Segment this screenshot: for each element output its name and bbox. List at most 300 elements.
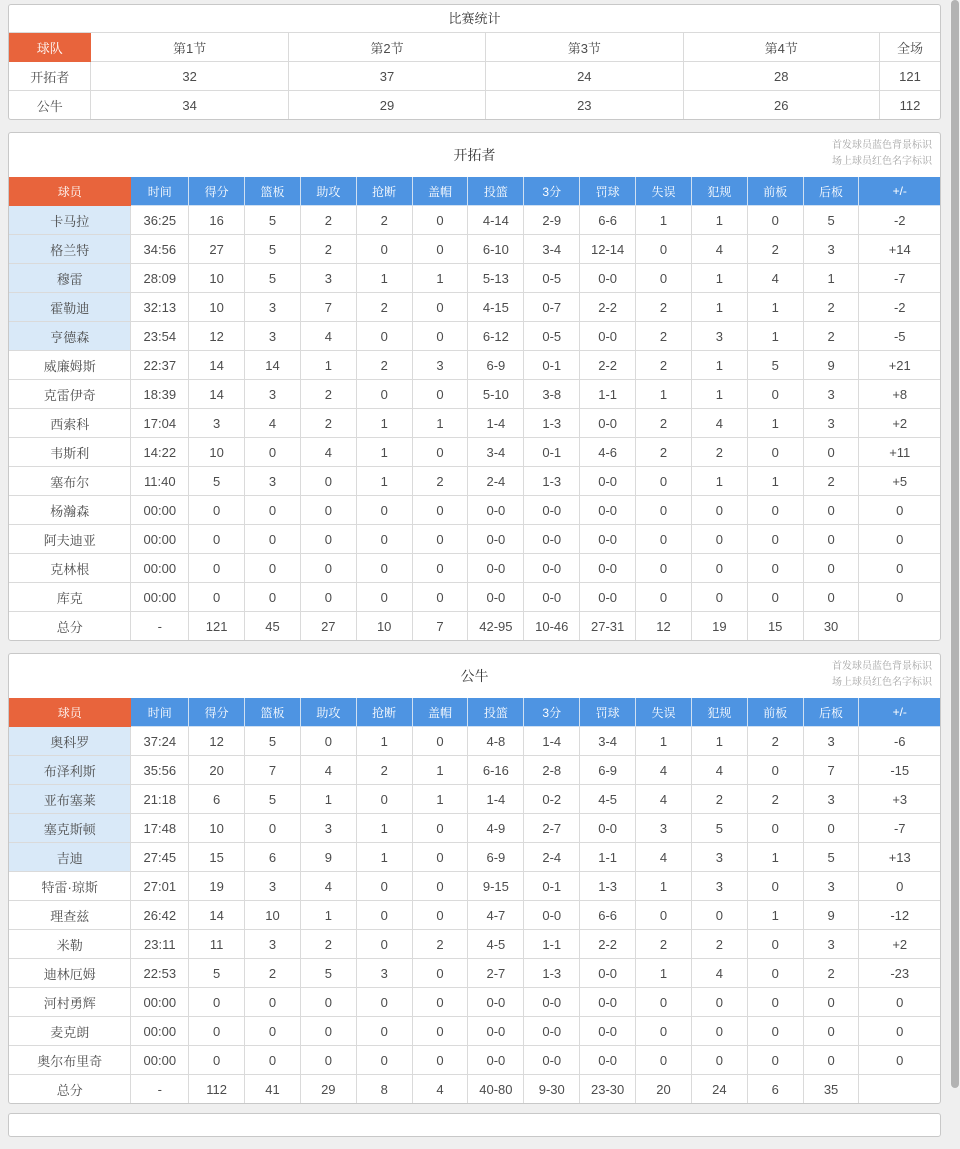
- stat-cell: +3: [859, 785, 940, 814]
- stat-cell: 1: [300, 351, 356, 380]
- stat-cell: 20: [189, 756, 245, 785]
- stat-cell: 0: [691, 496, 747, 525]
- stat-cell: 0-0: [580, 814, 636, 843]
- stat-cell: 0: [747, 1046, 803, 1075]
- player-name-cell: 米勒: [9, 930, 131, 959]
- quarter-column-header: 第2节: [288, 33, 485, 62]
- stat-cell: 0: [859, 988, 940, 1017]
- stat-cell: 16: [189, 206, 245, 235]
- stat-cell: 0-0: [524, 583, 580, 612]
- stat-column-header: 投篮: [468, 177, 524, 206]
- stat-cell: 14: [245, 351, 301, 380]
- stat-cell: 3: [803, 872, 859, 901]
- total-stat-cell: 20: [636, 1075, 692, 1104]
- stat-cell: 0: [859, 1046, 940, 1075]
- stat-cell: 0: [859, 496, 940, 525]
- stat-cell: 5: [803, 843, 859, 872]
- stat-cell: 0-0: [524, 988, 580, 1017]
- stat-cell: 1-3: [524, 467, 580, 496]
- stat-cell: 23:54: [131, 322, 189, 351]
- stat-cell: -7: [859, 264, 940, 293]
- stat-cell: 0: [412, 525, 468, 554]
- stat-cell: 0: [356, 322, 412, 351]
- stat-cell: 6-9: [468, 351, 524, 380]
- player-row: [9, 785, 940, 814]
- stat-cell: 0: [356, 785, 412, 814]
- stat-cell: 4-9: [468, 814, 524, 843]
- score-row: [9, 91, 940, 120]
- stat-cell: 0: [803, 525, 859, 554]
- stat-column-header: 前板: [747, 698, 803, 727]
- player-name-cell: 特雷·琼斯: [9, 872, 131, 901]
- stat-cell: 0: [412, 322, 468, 351]
- stat-cell: 4: [300, 438, 356, 467]
- stat-cell: 0-0: [524, 1017, 580, 1046]
- stat-cell: 2: [356, 206, 412, 235]
- total-stat-cell: 8: [356, 1075, 412, 1104]
- total-stat-cell: 7: [412, 612, 468, 641]
- stat-cell: 2: [300, 380, 356, 409]
- stat-cell: 00:00: [131, 525, 189, 554]
- stat-cell: 2: [636, 351, 692, 380]
- total-stat-cell: -: [131, 612, 189, 641]
- total-stat-cell: 40-80: [468, 1075, 524, 1104]
- player-name-cell: 格兰特: [9, 235, 131, 264]
- player-row: [9, 814, 940, 843]
- stat-cell: 9: [803, 901, 859, 930]
- stat-cell: 7: [803, 756, 859, 785]
- score-cell: 37: [288, 62, 485, 91]
- stat-cell: 27:45: [131, 843, 189, 872]
- stat-cell: 0-0: [580, 467, 636, 496]
- stat-cell: 0-0: [468, 988, 524, 1017]
- player-name-cell: 亚布塞莱: [9, 785, 131, 814]
- blazers-stat-table: [9, 177, 940, 640]
- player-name-cell: 理查兹: [9, 901, 131, 930]
- stat-cell: 2-4: [468, 467, 524, 496]
- stat-cell: 4-14: [468, 206, 524, 235]
- stat-cell: 36:25: [131, 206, 189, 235]
- player-name-cell: 奥科罗: [9, 727, 131, 756]
- stat-cell: 2: [636, 409, 692, 438]
- stat-cell: 0: [412, 583, 468, 612]
- total-stat-cell: 27-31: [580, 612, 636, 641]
- stat-column-header: 篮板: [245, 177, 301, 206]
- stat-cell: 0: [245, 438, 301, 467]
- stat-cell: 10: [189, 814, 245, 843]
- stat-cell: 1: [636, 727, 692, 756]
- player-name-cell: 克雷伊奇: [9, 380, 131, 409]
- stat-cell: 0-0: [580, 409, 636, 438]
- stat-column-header: 3分: [524, 698, 580, 727]
- stat-cell: 0: [691, 554, 747, 583]
- stat-cell: 1: [747, 843, 803, 872]
- quarter-column-header: 第4节: [683, 33, 879, 62]
- stat-cell: 4-5: [468, 930, 524, 959]
- stat-header-row: [9, 177, 940, 206]
- total-label-cell: 总分: [9, 1075, 131, 1104]
- stat-cell: 3: [691, 872, 747, 901]
- stat-cell: 0-0: [580, 988, 636, 1017]
- player-row: [9, 959, 940, 988]
- blazers-stats-card: [8, 132, 941, 641]
- player-row: [9, 930, 940, 959]
- stat-cell: 0: [412, 959, 468, 988]
- stat-cell: 1-1: [524, 930, 580, 959]
- stat-cell: 4: [636, 756, 692, 785]
- stat-column-header: 投篮: [468, 698, 524, 727]
- stat-cell: 3: [803, 409, 859, 438]
- total-stat-cell: 4: [412, 1075, 468, 1104]
- stat-cell: 2-2: [580, 293, 636, 322]
- stat-cell: 4: [300, 756, 356, 785]
- stat-cell: 0-0: [468, 554, 524, 583]
- stat-cell: 3: [300, 814, 356, 843]
- bulls-stats-card: [8, 653, 941, 1104]
- player-name-cell: 亨德森: [9, 322, 131, 351]
- stat-cell: 12-14: [580, 235, 636, 264]
- stat-cell: 0-0: [468, 496, 524, 525]
- player-name-cell: 阿夫迪亚: [9, 525, 131, 554]
- stat-cell: 0: [803, 814, 859, 843]
- stat-column-header: +/-: [859, 177, 940, 206]
- stat-cell: 00:00: [131, 583, 189, 612]
- stat-cell: 0: [356, 525, 412, 554]
- total-stat-cell: 112: [189, 1075, 245, 1104]
- stat-cell: 10: [189, 264, 245, 293]
- stat-cell: 0: [747, 814, 803, 843]
- player-row: [9, 409, 940, 438]
- stat-cell: 12: [189, 727, 245, 756]
- stat-cell: 1-1: [580, 843, 636, 872]
- stat-cell: 3: [356, 959, 412, 988]
- stat-cell: 0: [189, 1017, 245, 1046]
- stat-cell: -12: [859, 901, 940, 930]
- stat-cell: 0: [189, 554, 245, 583]
- player-column-header: 球员: [9, 177, 131, 206]
- player-row: [9, 206, 940, 235]
- stat-cell: 0: [412, 988, 468, 1017]
- total-stat-cell: 27: [300, 612, 356, 641]
- stat-column-header: +/-: [859, 698, 940, 727]
- stat-cell: 6-9: [468, 843, 524, 872]
- stat-cell: 0-1: [524, 872, 580, 901]
- stat-cell: 2-7: [524, 814, 580, 843]
- player-row: [9, 756, 940, 785]
- stat-column-header: 篮板: [245, 698, 301, 727]
- stat-cell: 2: [747, 235, 803, 264]
- stat-cell: 0-0: [580, 264, 636, 293]
- stat-cell: 27: [189, 235, 245, 264]
- player-name-cell: 威廉姆斯: [9, 351, 131, 380]
- stat-cell: +2: [859, 409, 940, 438]
- stat-cell: 0: [636, 496, 692, 525]
- stat-cell: 1: [747, 409, 803, 438]
- stat-cell: -7: [859, 814, 940, 843]
- stat-cell: 0: [747, 496, 803, 525]
- stat-cell: 11:40: [131, 467, 189, 496]
- stat-cell: 1: [300, 785, 356, 814]
- stat-cell: 1: [412, 756, 468, 785]
- stat-cell: 0: [412, 1046, 468, 1075]
- stat-cell: 0: [691, 1017, 747, 1046]
- stat-cell: 5: [245, 785, 301, 814]
- stat-cell: 1: [691, 206, 747, 235]
- stat-cell: 1: [356, 264, 412, 293]
- stat-cell: 0: [636, 554, 692, 583]
- stat-cell: 9-15: [468, 872, 524, 901]
- stat-cell: 0: [245, 525, 301, 554]
- total-row: [9, 1075, 940, 1104]
- stat-cell: 0: [300, 583, 356, 612]
- player-row: [9, 1046, 940, 1075]
- player-name-cell: 迪林厄姆: [9, 959, 131, 988]
- stat-cell: 17:04: [131, 409, 189, 438]
- legend-line-starters: 首发球员蓝色背景标识: [832, 140, 932, 151]
- blazers-team-title: 开拓者: [453, 147, 496, 163]
- stat-cell: 5: [803, 206, 859, 235]
- stat-cell: 2: [636, 930, 692, 959]
- stat-cell: 0-5: [524, 322, 580, 351]
- stat-cell: 4: [691, 756, 747, 785]
- stat-cell: 1: [747, 467, 803, 496]
- stat-cell: 0: [300, 525, 356, 554]
- stat-cell: 12: [189, 322, 245, 351]
- stat-cell: 4: [300, 872, 356, 901]
- stat-cell: 0: [691, 901, 747, 930]
- stat-cell: 0: [245, 496, 301, 525]
- stat-cell: 6-9: [580, 756, 636, 785]
- stat-cell: 0: [189, 583, 245, 612]
- stat-cell: 2: [691, 438, 747, 467]
- stat-column-header: 犯规: [691, 177, 747, 206]
- stat-cell: 0: [189, 525, 245, 554]
- stat-cell: 0: [803, 988, 859, 1017]
- stat-column-header: 助攻: [300, 698, 356, 727]
- player-name-cell: 穆雷: [9, 264, 131, 293]
- player-row: [9, 438, 940, 467]
- total-stat-cell: 24: [691, 1075, 747, 1104]
- stat-cell: 0-5: [524, 264, 580, 293]
- stat-cell: 0: [803, 583, 859, 612]
- stat-cell: 0: [747, 872, 803, 901]
- stat-cell: 4: [636, 843, 692, 872]
- stat-cell: 5: [245, 264, 301, 293]
- stat-cell: 0: [356, 554, 412, 583]
- stat-cell: 19: [189, 872, 245, 901]
- stat-cell: 0: [747, 380, 803, 409]
- stat-cell: 3: [412, 351, 468, 380]
- stat-cell: 4: [691, 235, 747, 264]
- stat-cell: 0: [412, 727, 468, 756]
- score-summary-card: [8, 4, 941, 120]
- stat-column-header: 得分: [189, 177, 245, 206]
- stat-cell: 2-2: [580, 351, 636, 380]
- stat-cell: 4: [636, 785, 692, 814]
- stat-cell: 2: [300, 235, 356, 264]
- player-name-cell: 奥尔布里奇: [9, 1046, 131, 1075]
- stat-cell: 0: [803, 554, 859, 583]
- total-stat-cell: [859, 612, 940, 641]
- stat-cell: 2: [412, 467, 468, 496]
- stat-cell: 0-0: [468, 1017, 524, 1046]
- stat-cell: 10: [189, 293, 245, 322]
- player-row: [9, 380, 940, 409]
- stat-cell: 3: [245, 322, 301, 351]
- total-stat-cell: 41: [245, 1075, 301, 1104]
- stat-cell: 1: [636, 959, 692, 988]
- stat-column-header: 助攻: [300, 177, 356, 206]
- stat-cell: 22:53: [131, 959, 189, 988]
- stat-cell: 0: [412, 901, 468, 930]
- stat-cell: 14: [189, 901, 245, 930]
- stat-cell: 00:00: [131, 1046, 189, 1075]
- player-row: [9, 525, 940, 554]
- scrollbar-thumb[interactable]: [951, 0, 959, 1088]
- stat-cell: 5: [300, 959, 356, 988]
- stat-cell: 3: [245, 380, 301, 409]
- stat-cell: 3: [691, 322, 747, 351]
- stat-cell: 0: [691, 583, 747, 612]
- stat-cell: 0-1: [524, 438, 580, 467]
- stat-cell: 0-0: [524, 496, 580, 525]
- stat-cell: 6: [245, 843, 301, 872]
- stat-cell: 0: [356, 901, 412, 930]
- stat-cell: 0-0: [580, 1017, 636, 1046]
- stat-cell: 0: [412, 814, 468, 843]
- stat-cell: 3: [803, 930, 859, 959]
- stat-column-header: 抢断: [356, 177, 412, 206]
- stat-cell: 0: [245, 988, 301, 1017]
- stat-cell: 3: [245, 293, 301, 322]
- bulls-team-title: 公牛: [460, 668, 489, 684]
- stat-cell: 0: [356, 496, 412, 525]
- stat-cell: 9: [803, 351, 859, 380]
- stat-cell: 5-13: [468, 264, 524, 293]
- stat-cell: 3: [245, 467, 301, 496]
- stat-cell: 0: [747, 583, 803, 612]
- stat-cell: 6: [189, 785, 245, 814]
- legend-line-oncourt: 场上球员红色名字标识: [832, 676, 932, 688]
- stat-cell: +14: [859, 235, 940, 264]
- player-row: [9, 727, 940, 756]
- stat-cell: 1: [747, 293, 803, 322]
- player-name-cell: 塞布尔: [9, 467, 131, 496]
- stat-cell: 1: [356, 814, 412, 843]
- stat-cell: 0: [245, 1017, 301, 1046]
- stat-column-header: 得分: [189, 698, 245, 727]
- bulls-stat-table: [9, 698, 940, 1103]
- stat-cell: 14: [189, 380, 245, 409]
- player-row: [9, 351, 940, 380]
- stat-cell: 2: [636, 293, 692, 322]
- player-name-cell: 克林根: [9, 554, 131, 583]
- stat-cell: 2: [356, 293, 412, 322]
- player-row: [9, 496, 940, 525]
- bulls-title-bar: [9, 654, 940, 698]
- stat-cell: 6-10: [468, 235, 524, 264]
- stat-column-header: 犯规: [691, 698, 747, 727]
- total-stat-cell: -: [131, 1075, 189, 1104]
- stat-cell: 4-6: [580, 438, 636, 467]
- stat-cell: 5: [189, 467, 245, 496]
- stat-cell: 0: [691, 988, 747, 1017]
- player-name-cell: 库克: [9, 583, 131, 612]
- stat-cell: 0: [245, 1046, 301, 1075]
- stat-cell: 17:48: [131, 814, 189, 843]
- stat-cell: 1: [412, 264, 468, 293]
- stat-cell: 0: [300, 496, 356, 525]
- stat-cell: 0-1: [524, 351, 580, 380]
- stat-cell: 0: [691, 525, 747, 554]
- stat-cell: 0: [412, 872, 468, 901]
- score-row: [9, 62, 940, 91]
- stat-cell: 3: [189, 409, 245, 438]
- stat-cell: 1: [636, 872, 692, 901]
- stat-cell: 0: [245, 814, 301, 843]
- stat-cell: 0: [412, 843, 468, 872]
- stat-cell: 1-1: [580, 380, 636, 409]
- player-row: [9, 843, 940, 872]
- stat-cell: 4: [245, 409, 301, 438]
- stat-cell: 0: [412, 235, 468, 264]
- stat-cell: 0: [412, 438, 468, 467]
- stat-cell: 1: [412, 409, 468, 438]
- stat-cell: +2: [859, 930, 940, 959]
- stat-cell: 0-7: [524, 293, 580, 322]
- stat-cell: 2: [803, 322, 859, 351]
- stat-cell: 22:37: [131, 351, 189, 380]
- total-stat-cell: 35: [803, 1075, 859, 1104]
- score-cell: 28: [683, 62, 879, 91]
- stat-cell: 0-0: [524, 1046, 580, 1075]
- team-name-cell: 公牛: [9, 91, 91, 120]
- stat-cell: 6-6: [580, 206, 636, 235]
- stat-cell: 0: [245, 583, 301, 612]
- player-name-cell: 吉迪: [9, 843, 131, 872]
- stat-cell: 4: [300, 322, 356, 351]
- stat-cell: 0: [803, 1017, 859, 1046]
- stat-cell: 27:01: [131, 872, 189, 901]
- stat-cell: 11: [189, 930, 245, 959]
- stat-cell: 2-8: [524, 756, 580, 785]
- stat-cell: 0: [803, 1046, 859, 1075]
- stat-cell: 6-16: [468, 756, 524, 785]
- player-name-cell: 塞克斯顿: [9, 814, 131, 843]
- stat-cell: 0: [300, 988, 356, 1017]
- stat-cell: 0: [356, 930, 412, 959]
- stat-cell: 1: [636, 380, 692, 409]
- stat-cell: 14:22: [131, 438, 189, 467]
- stat-cell: -5: [859, 322, 940, 351]
- stat-cell: 0: [747, 988, 803, 1017]
- stat-cell: 5-10: [468, 380, 524, 409]
- legend-line-oncourt: 场上球员红色名字标识: [832, 155, 932, 167]
- stat-cell: 1: [356, 438, 412, 467]
- stat-cell: 2: [803, 467, 859, 496]
- stat-cell: 1: [691, 293, 747, 322]
- total-stat-cell: 6: [747, 1075, 803, 1104]
- stat-cell: +11: [859, 438, 940, 467]
- stat-cell: 2: [747, 727, 803, 756]
- player-row: [9, 988, 940, 1017]
- stat-cell: 0: [859, 554, 940, 583]
- stat-cell: 0: [356, 583, 412, 612]
- stat-cell: 4: [747, 264, 803, 293]
- stat-cell: 0: [300, 727, 356, 756]
- stat-cell: 0: [356, 1046, 412, 1075]
- player-column-header: 球员: [9, 698, 131, 727]
